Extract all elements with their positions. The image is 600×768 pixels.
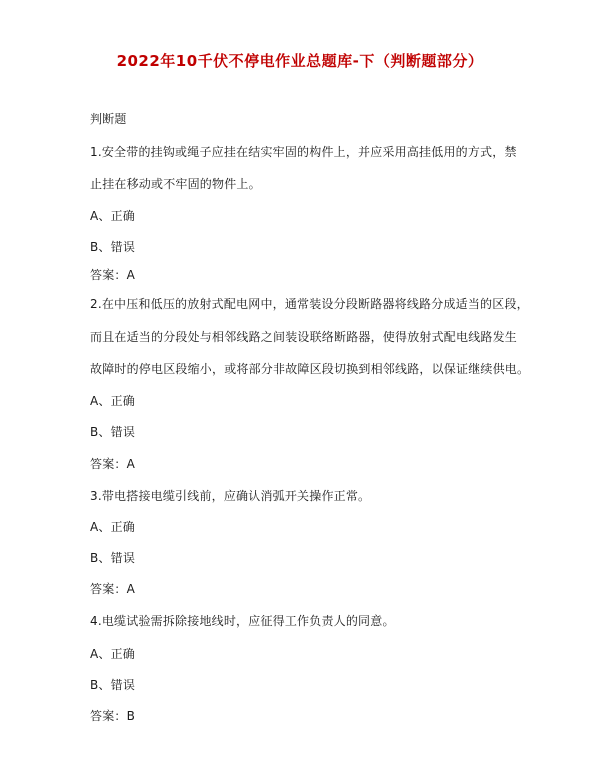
question-4-answer: 答案：B bbox=[90, 709, 136, 723]
question-1-stem-line-1: 1.安全带的挂钩或绳子应挂在结实牢固的构件上，并应采用高挂低用的方式，禁 bbox=[90, 145, 517, 159]
question-1-stem-line-2: 止挂在移动或不牢固的物件上。 bbox=[90, 177, 261, 191]
question-1-answer: 答案：A bbox=[90, 268, 136, 282]
question-4-stem-line-1: 4.电缆试验需拆除接地线时，应征得工作负责人的同意。 bbox=[90, 614, 395, 628]
page-title: 2022年10千伏不停电作业总题库-下（判断题部分） bbox=[116, 52, 484, 70]
question-2-option-b: B、错误 bbox=[90, 425, 136, 439]
question-2-stem-line-3: 故障时的停电区段缩小，或将部分非故障区段切换到相邻线路，以保证继续供电。 bbox=[90, 362, 530, 376]
question-1-option-a: A、正确 bbox=[90, 209, 136, 223]
question-3-stem-line-1: 3.带电搭接电缆引线前，应确认消弧开关操作正常。 bbox=[90, 489, 371, 503]
question-2-option-a: A、正确 bbox=[90, 394, 136, 408]
question-2-stem-line-2: 而且在适当的分段处与相邻线路之间装设联络断路器，使得放射式配电线路发生 bbox=[90, 330, 518, 344]
question-2-stem-line-1: 2.在中压和低压的放射式配电网中，通常装设分段断路器将线路分成适当的区段， bbox=[90, 297, 529, 311]
section-heading: 判断题 bbox=[90, 112, 127, 126]
question-2-answer: 答案：A bbox=[90, 457, 136, 471]
question-3-option-b: B、错误 bbox=[90, 551, 136, 565]
question-1-option-b: B、错误 bbox=[90, 240, 136, 254]
question-3-answer: 答案：A bbox=[90, 582, 136, 596]
question-4-option-a: A、正确 bbox=[90, 647, 136, 661]
question-4-option-b: B、错误 bbox=[90, 678, 136, 692]
question-3-option-a: A、正确 bbox=[90, 520, 136, 534]
